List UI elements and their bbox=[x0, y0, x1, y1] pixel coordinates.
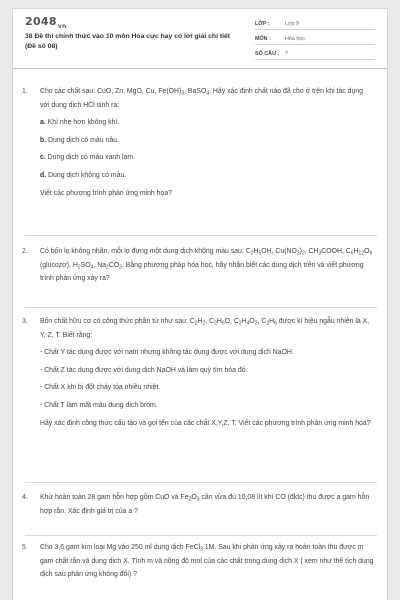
document-title: 38 Đề thi chính thức vào 10 môn Hóa cực hay có lời giải chi tiết (Đề số 08) bbox=[25, 33, 231, 50]
option-text: Dung dịch có màu xanh lam. bbox=[47, 154, 135, 162]
question-tail: Viết các phương trình phản ứng minh họa? bbox=[40, 189, 172, 197]
question-body bbox=[40, 245, 374, 290]
question-number: 3. bbox=[22, 318, 28, 325]
condition-item: - Chất X khi bị đốt cháy tỏa nhiều nhiệt. bbox=[40, 384, 161, 392]
question-number: 4. bbox=[22, 494, 28, 501]
condition-item: - Chất T làm mất màu dung dịch brom. bbox=[40, 401, 158, 409]
option-d bbox=[40, 169, 374, 183]
question-stem: Có bốn lọ không nhãn, mỗi lọ đựng một dung dịch không màu sau: $C_2H_5OH$, $Cu(NO_3)_2$, $CH_3COOH$, $C_6H_{12}O_6$ (glucozơ), $H_2SO_4$, $Na_2CO_3$. Bằng phương pháp hóa học, hãy nhận biết các dung dịch trên và viết phương trình phản ứng xảy ra? bbox=[40, 248, 373, 283]
meta-panel bbox=[255, 17, 375, 62]
condition-item: - Chất Z tác dụng được với dung dịch NaOH và làm quỳ tím hóa đỏ. bbox=[40, 366, 248, 374]
option-label: a. bbox=[40, 119, 46, 127]
question-stem: Cho 3,6 gam kim loại Mg vào 250 ml dung dịch FeCl$_3$ 1M. Sau khi phản ứng xảy ra hoàn toàn thu được m gam chất rắn và dung dịch X. Tính m và nồng độ mol của các chất trong dung dịch X ( xem như thể tích dung dịch sau phản ứng không đổi) ? bbox=[40, 544, 374, 579]
document-sheet bbox=[12, 8, 388, 600]
divider bbox=[25, 307, 377, 308]
meta-value: 7 bbox=[285, 51, 288, 57]
divider bbox=[25, 535, 377, 536]
question-stem: Khử hoàn toàn 28 gam hỗn hợp gồm CuO và $Fe_2O_3$ cần vừa đủ 10,08 lít khí CO (đktc) thu được a gam hỗn hợp rắn. Xác định giá trị của a ? bbox=[40, 494, 370, 515]
question-tail: Hãy xác định công thức cấu tạo và gọi tên của các chất X,Y,Z, T. Viết các phương trình phản ứng minh họa? bbox=[40, 419, 371, 427]
meta-key: SỐ CÂU : bbox=[255, 51, 280, 57]
divider bbox=[25, 235, 377, 236]
meta-key: MÔN : bbox=[255, 36, 271, 42]
option-b bbox=[40, 134, 374, 148]
option-label: d. bbox=[40, 171, 47, 179]
meta-key: LỚP : bbox=[255, 21, 270, 27]
question-number: 2. bbox=[22, 248, 28, 255]
meta-row-subject bbox=[255, 32, 375, 45]
logo-suffix: vn bbox=[57, 23, 67, 31]
question-body bbox=[40, 315, 374, 434]
question-body bbox=[40, 85, 374, 204]
option-text: Dung dịch có màu nâu. bbox=[48, 136, 119, 144]
question-body bbox=[40, 541, 374, 586]
option-text: Khí nhẹ hơn không khí. bbox=[47, 119, 120, 127]
meta-value: Lớp 9 bbox=[285, 21, 300, 27]
meta-value: Hóa học bbox=[285, 36, 306, 42]
site-logo[interactable] bbox=[25, 15, 67, 30]
condition-item: - Chất Y tác dụng được với natri nhưng không tác dụng được với dung dịch NaOH. bbox=[40, 349, 294, 357]
option-a bbox=[40, 116, 374, 130]
question-stem: Cho các chất sau: CuO, Zn, MgO, Cu, $Fe(OH)_3$, BaSO$_4$. Hãy xác định chất nào đã cho ở trên khi tác dụng với dung dịch HCl sinh ra: bbox=[40, 88, 364, 109]
logo-text: 2048 bbox=[25, 15, 57, 28]
option-c bbox=[40, 151, 374, 165]
divider bbox=[25, 482, 377, 483]
question-body bbox=[40, 491, 374, 522]
question-stem: Bốn chất hữu cơ có công thức phân tử như sau: $C_2H_2$, $C_2H_6O$, $C_2H_4O_2$, $C_2H_6$ được kí hiệu ngẫu nhiên là X, Y, Z, T. Biết rằng: bbox=[40, 318, 370, 339]
document-header bbox=[13, 9, 387, 69]
meta-row-count bbox=[255, 47, 375, 60]
option-text: Dung dịch không có màu. bbox=[48, 171, 127, 179]
question-number: 5. bbox=[22, 544, 28, 551]
question-number: 1. bbox=[22, 88, 28, 95]
option-label: c. bbox=[40, 154, 46, 162]
option-label: b. bbox=[40, 136, 47, 144]
meta-row-class bbox=[255, 17, 375, 30]
